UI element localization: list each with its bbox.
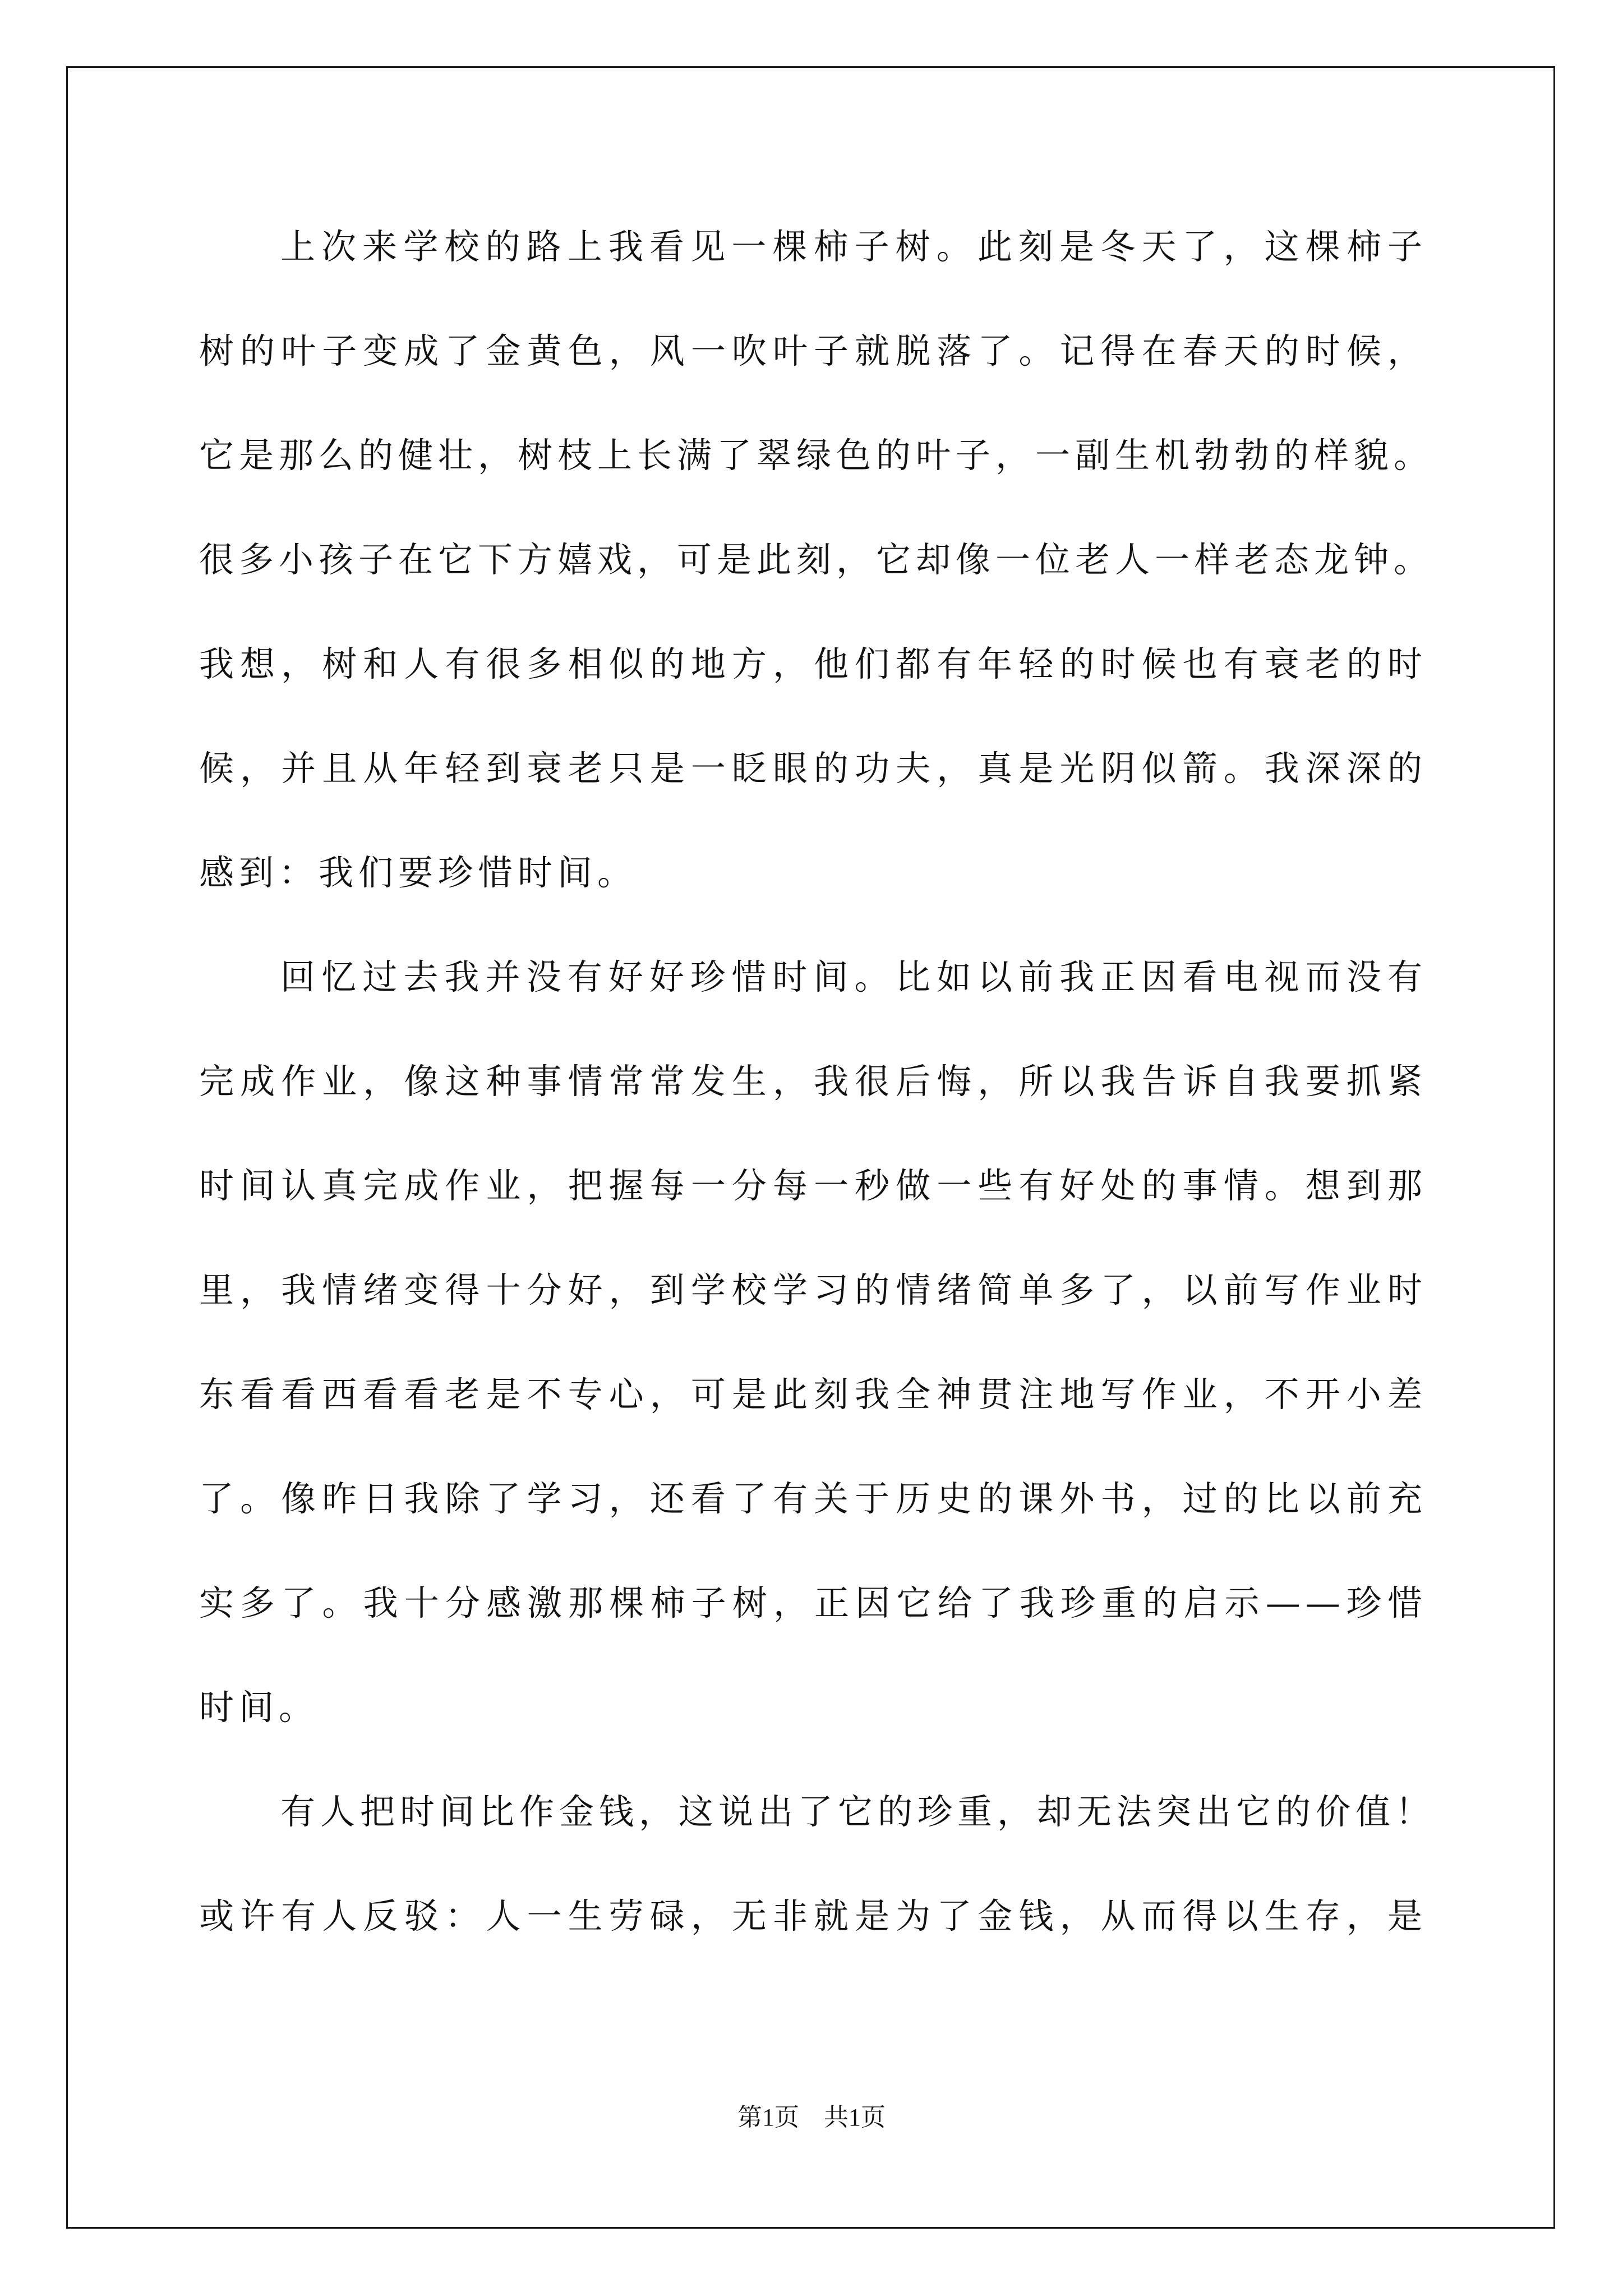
text-line: 树的叶子变成了金黄色，风一吹叶子就脱落了。记得在春天的时候， xyxy=(199,330,1427,371)
text-line: 实多了。我十分感激那棵柿子树，正因它给了我珍重的启示——珍惜 xyxy=(199,1582,1427,1623)
text-line: 完成作业，像这种事情常常发生，我很后悔，所以我告诉自我要抓紧 xyxy=(199,1061,1427,1102)
text-line: 很多小孩子在它下方嬉戏，可是此刻，它却像一位老人一样老态龙钟。 xyxy=(199,539,1434,580)
text-line: 东看看西看看老是不专心，可是此刻我全神贯注地写作业，不开小差 xyxy=(199,1374,1427,1415)
page-number-footer: 第1页 共1页 xyxy=(737,2104,886,2131)
text-line: 我想，树和人有很多相似的地方，他们都有年轻的时候也有衰老的时 xyxy=(199,643,1427,684)
text-line: 回忆过去我并没有好好珍惜时间。比如以前我正因看电视而没有 xyxy=(280,956,1427,997)
text-line: 它是那么的健壮，树枝上长满了翠绿色的叶子，一副生机勃勃的样貌。 xyxy=(199,435,1434,476)
text-line: 里，我情绪变得十分好，到学校学习的情绪简单多了，以前写作业时 xyxy=(199,1269,1427,1310)
text-line: 候，并且从年轻到衰老只是一眨眼的功夫，真是光阴似箭。我深深的 xyxy=(199,748,1427,789)
text-line: 感到：我们要珍惜时间。 xyxy=(199,852,638,893)
text-line: 时间。 xyxy=(199,1687,319,1728)
text-line: 或许有人反驳：人一生劳碌，无非就是为了金钱，从而得以生存，是 xyxy=(199,1895,1427,1936)
text-line: 时间认真完成作业，把握每一分每一秒做一些有好处的事情。想到那 xyxy=(199,1165,1427,1206)
text-line: 了。像昨日我除了学习，还看了有关于历史的课外书，过的比以前充 xyxy=(199,1478,1427,1519)
text-line: 有人把时间比作金钱，这说出了它的珍重，却无法突出它的价值！ xyxy=(280,1791,1436,1832)
text-line: 上次来学校的路上我看见一棵柿子树。此刻是冬天了，这棵柿子 xyxy=(280,226,1427,267)
